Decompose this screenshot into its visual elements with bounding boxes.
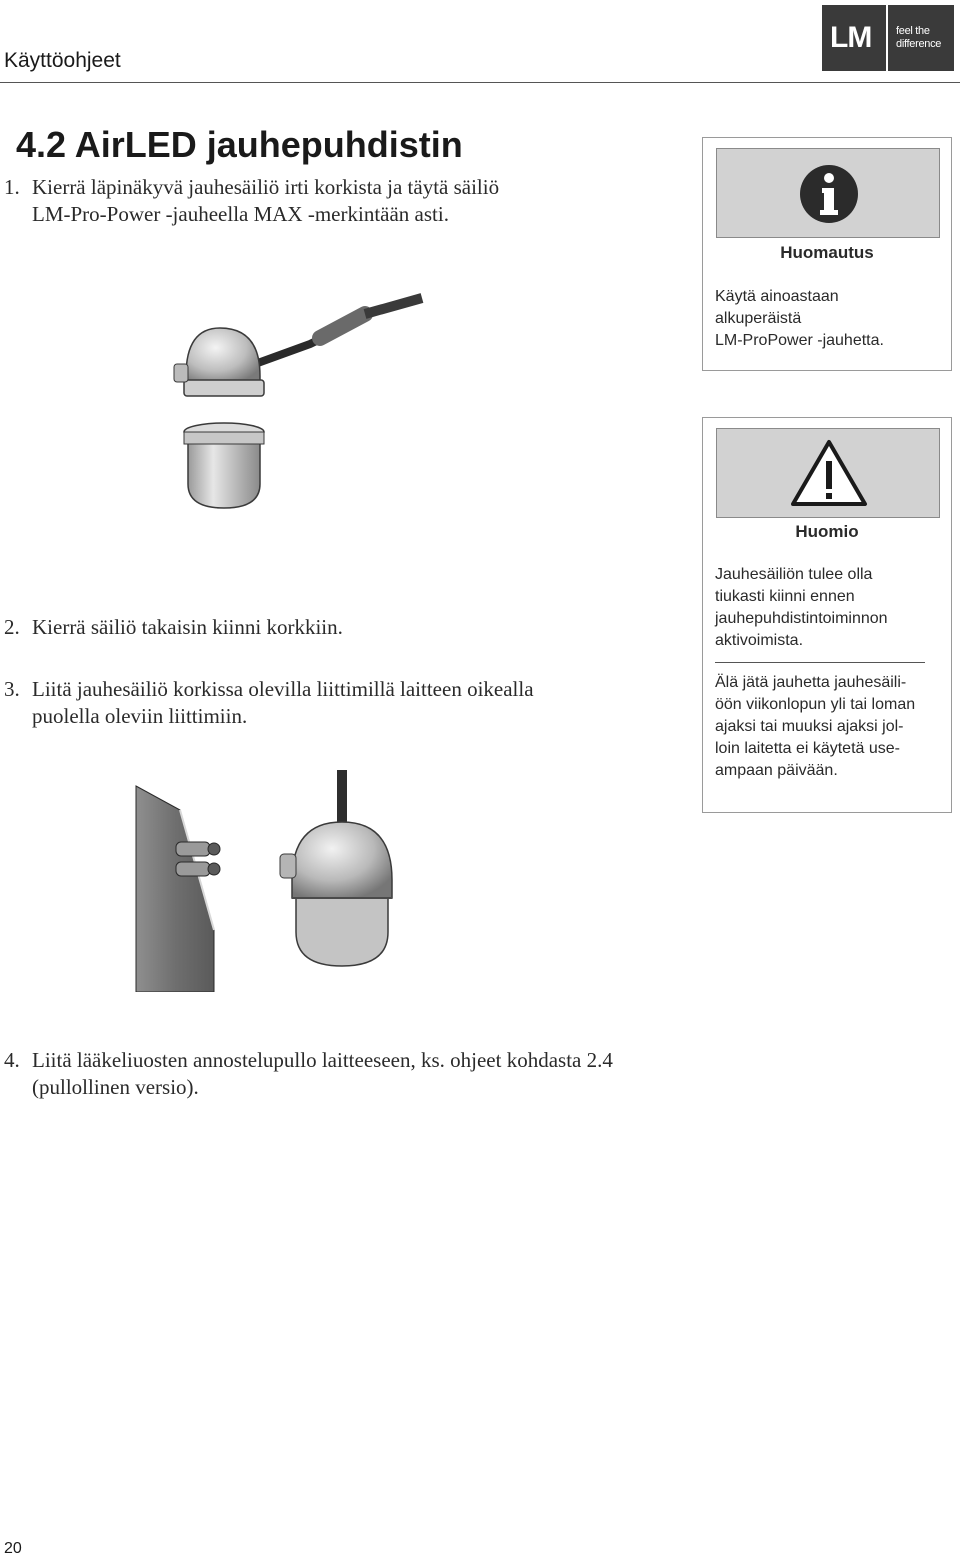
caution-line: öön viikonlopun yli tai loman — [715, 696, 916, 713]
step-text-line: Liitä jauhesäiliö korkissa olevilla liittimillä laitteen oikealla — [32, 677, 534, 701]
step-text-line: Liitä lääkeliuosten annostelupullo laitteeseen, ks. ohjeet kohdasta 2.4 — [32, 1048, 613, 1072]
brand-logo — [822, 5, 954, 71]
step-text-line: Kierrä säiliö takaisin kiinni korkkiin. — [32, 615, 343, 639]
caution-line: Jauhesäiliön tulee olla — [715, 566, 873, 583]
logo-mark: LM — [830, 21, 872, 54]
notice-line: alkuperäistä — [715, 310, 802, 327]
step-2 — [4, 614, 343, 641]
caution-banner — [716, 428, 940, 518]
device-connector-2 — [176, 862, 210, 876]
cap-dome — [186, 328, 260, 384]
step-number: 4. — [4, 1048, 20, 1072]
warning-icon — [790, 439, 868, 507]
step-1 — [4, 174, 500, 226]
step-number: 2. — [4, 615, 20, 639]
logo-divider — [886, 5, 888, 71]
logo-tagline-line1: feel the — [896, 25, 930, 37]
caution-line: aktivoimista. — [715, 632, 804, 649]
step-number: 1. — [4, 175, 20, 199]
notice-line: LM-ProPower -jauhetta. — [715, 332, 884, 349]
notice-banner — [716, 148, 940, 238]
container-body — [296, 898, 388, 966]
cap-dome — [292, 822, 392, 898]
hose — [337, 770, 347, 822]
hose-connector — [320, 314, 365, 338]
figure-powder-container-open — [160, 292, 430, 512]
step-text-line: LM-Pro-Power -jauheella MAX -merkintään asti. — [32, 202, 449, 226]
caution-line: loin laitetta ei käytetä use- — [715, 740, 900, 757]
caution-separator — [715, 662, 925, 663]
caution-paragraph-2 — [715, 672, 915, 782]
step-4 — [4, 1047, 613, 1099]
logo-tagline — [896, 25, 941, 51]
notice-box — [702, 137, 952, 371]
caution-box — [702, 417, 952, 813]
info-icon — [799, 164, 859, 224]
page-number: 20 — [4, 1540, 22, 1557]
container-body — [188, 442, 260, 508]
cap-ring — [184, 380, 264, 396]
cap-port — [280, 854, 296, 878]
device-connector-1 — [176, 842, 210, 856]
container-thread — [184, 432, 264, 444]
logo-tagline-line2: difference — [896, 38, 942, 50]
caution-line: ampaan päivään. — [715, 762, 838, 779]
notice-heading: Huomautus — [780, 243, 874, 262]
notice-line: Käytä ainoastaan — [715, 288, 839, 305]
caution-line: tiukasti kiinni ennen — [715, 588, 855, 605]
section-title: 4.2 AirLED jauhepuhdistin — [16, 124, 463, 165]
figure-container-connected — [130, 770, 400, 992]
step-text-line: Kierrä läpinäkyvä jauhesäiliö irti korkista ja täytä säiliö — [32, 175, 500, 199]
cap-port — [174, 364, 188, 382]
step-3 — [4, 676, 534, 728]
caution-line: jauhepuhdistintoiminnon — [715, 610, 888, 627]
caution-line: Älä jätä jauhetta jauhesäili- — [715, 674, 907, 691]
document-header-title: Käyttöohjeet — [4, 49, 121, 72]
step-text-line: (pullollinen versio). — [32, 1075, 199, 1099]
caution-line: ajaksi tai muuksi ajaksi jol- — [715, 718, 904, 735]
caution-paragraph-1 — [715, 564, 888, 652]
header-divider — [0, 82, 960, 83]
step-number: 3. — [4, 677, 20, 701]
notice-body — [715, 286, 884, 352]
step-text-line: puolella oleviin liittimiin. — [32, 704, 248, 728]
hose-tail — [365, 298, 422, 314]
caution-heading: Huomio — [795, 522, 859, 541]
